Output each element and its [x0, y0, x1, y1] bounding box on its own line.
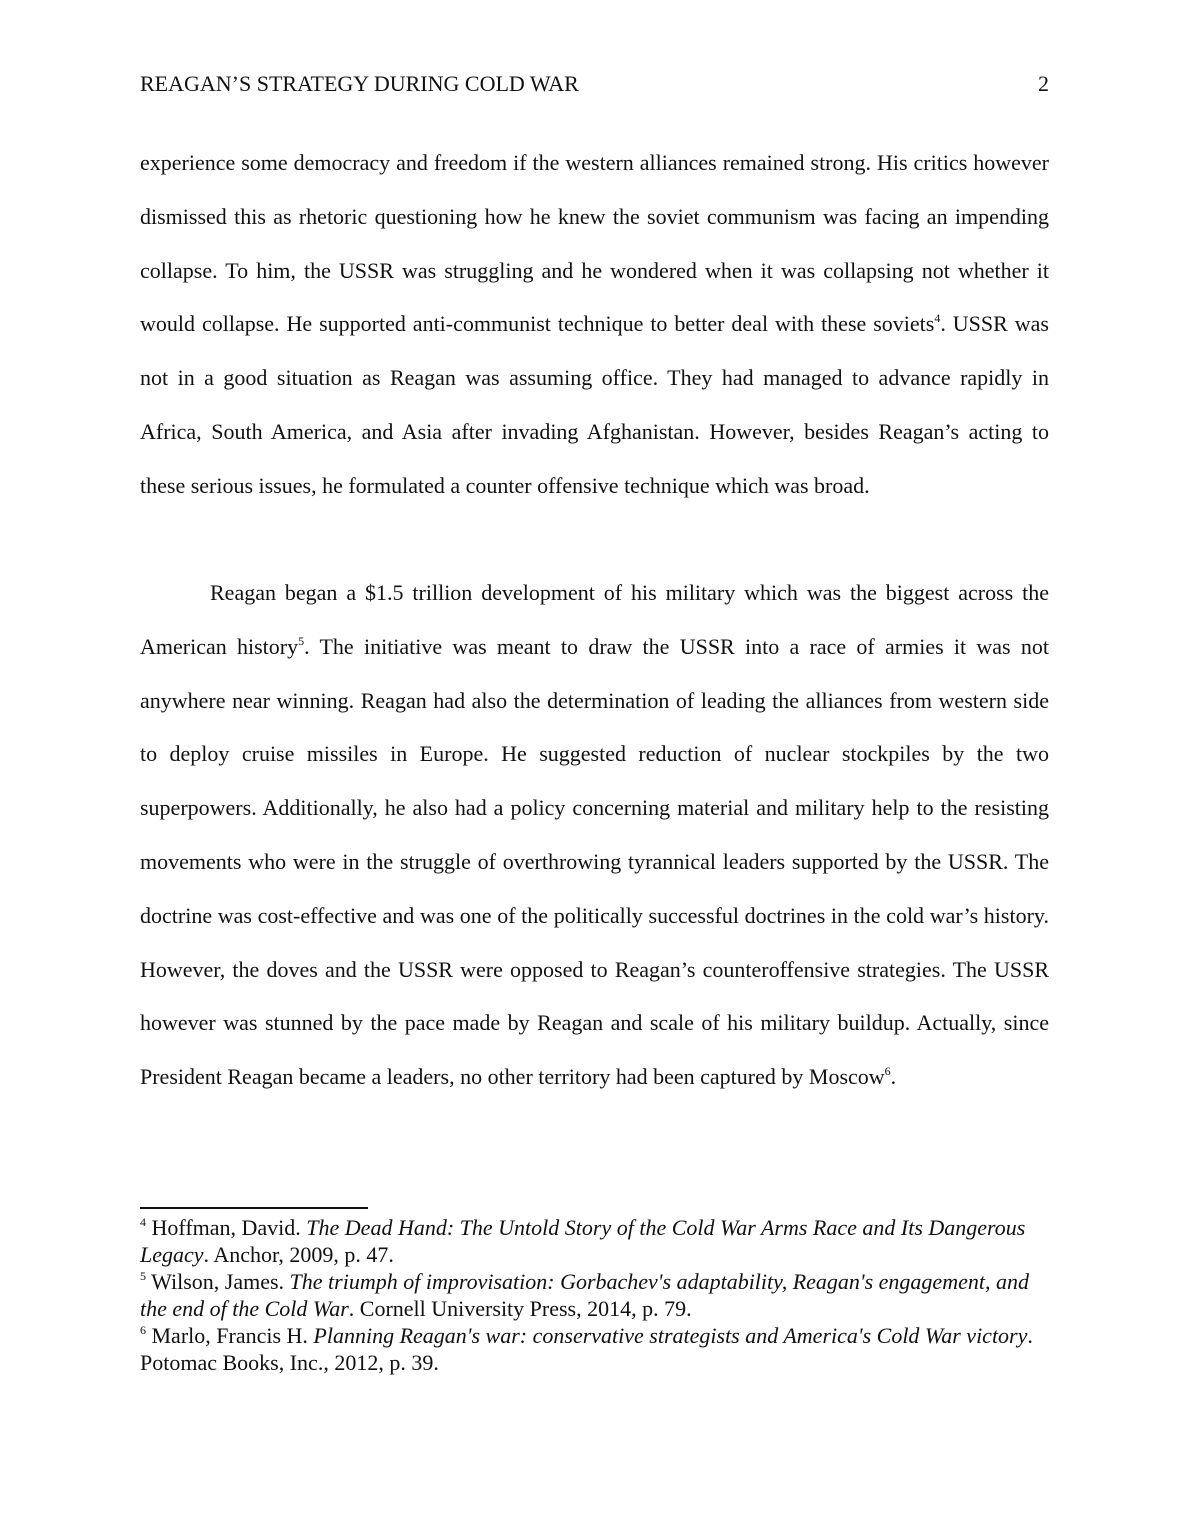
footnote-publication: . Cornell University Press, 2014, p. 79. [348, 1296, 692, 1321]
footnote-author: Wilson, James. [146, 1269, 290, 1294]
footnotes [140, 1214, 1049, 1376]
paragraph-text: . [890, 1064, 897, 1090]
paragraph-text: experience some democracy and freedom if the western alliances remained strong. His critics however dismissed this as rhetoric questioning how he knew the soviet communism was facing an impending collapse. To him, the USSR was struggling and he wondered when it was collapsing not whether it would collapse. He supported anti-communist technique to better deal with these soviets [140, 150, 1049, 337]
footnote-ref[interactable]: 6 [884, 1064, 891, 1079]
footnote-author: Hoffman, David. [146, 1215, 307, 1240]
footnote-ref[interactable]: 5 [298, 633, 305, 648]
footnote-number: 5 [140, 1269, 146, 1283]
footnote-6 [140, 1322, 1049, 1376]
page-header [140, 69, 1049, 99]
footnote-number: 6 [140, 1323, 146, 1337]
body-paragraph-2 [140, 566, 1049, 1104]
paragraph-text: . USSR was not in a good situation as Reagan was assuming office. They had managed to advance rapidly in Africa, South America, and Asia after invading Afghanistan. However, besides Reagan’s acting to these serious issues, he formulated a counter offensive technique which was broad. [140, 311, 1049, 498]
footnote-publication: . Potomac Books, Inc., 2012, p. 39. [140, 1323, 1033, 1375]
footnote-5 [140, 1268, 1049, 1322]
paragraph-text: Reagan began a $1.5 trillion development of his military which was the biggest across the American history [140, 580, 1049, 659]
footnote-separator [140, 1207, 368, 1209]
footnote-title: The Dead Hand: The Untold Story of the Cold War Arms Race and Its Dangerous Legacy [140, 1215, 1026, 1267]
page-number: 2 [1038, 71, 1049, 96]
footnote-publication: . Anchor, 2009, p. 47. [203, 1242, 394, 1267]
footnote-title: The triumph of improvisation: Gorbachev's adaptability, Reagan's engagement, and the end of the Cold War [140, 1269, 1029, 1321]
paragraph-text: . The initiative was meant to draw the USSR into a race of armies it was not anywhere near winning. Reagan had also the determination of leading the alliances from western side to deploy cruise missiles in Europe. He suggested reduction of nuclear stockpiles by the two superpowers. Additionally, he also had a policy concerning material and military help to the resisting movements who were in the struggle of overthrowing tyrannical leaders supported by the USSR. The doctrine was cost-effective and was one of the politically successful doctrines in the cold war’s history. However, the doves and the USSR were opposed to Reagan’s counteroffensive strategies. The USSR however was stunned by the pace made by Reagan and scale of his military buildup. Actually, since President Reagan became a leaders, no other territory had been captured by Moscow [140, 633, 1049, 1090]
body-paragraph-1 [140, 136, 1049, 513]
footnote-4 [140, 1214, 1049, 1268]
footnote-ref[interactable]: 4 [934, 311, 941, 326]
footnote-number: 4 [140, 1215, 146, 1229]
footnote-author: Marlo, Francis H. [146, 1323, 314, 1348]
running-head: REAGAN’S STRATEGY DURING COLD WAR [140, 71, 579, 96]
footnote-title: Planning Reagan's war: conservative strategists and America's Cold War victory [313, 1323, 1028, 1348]
